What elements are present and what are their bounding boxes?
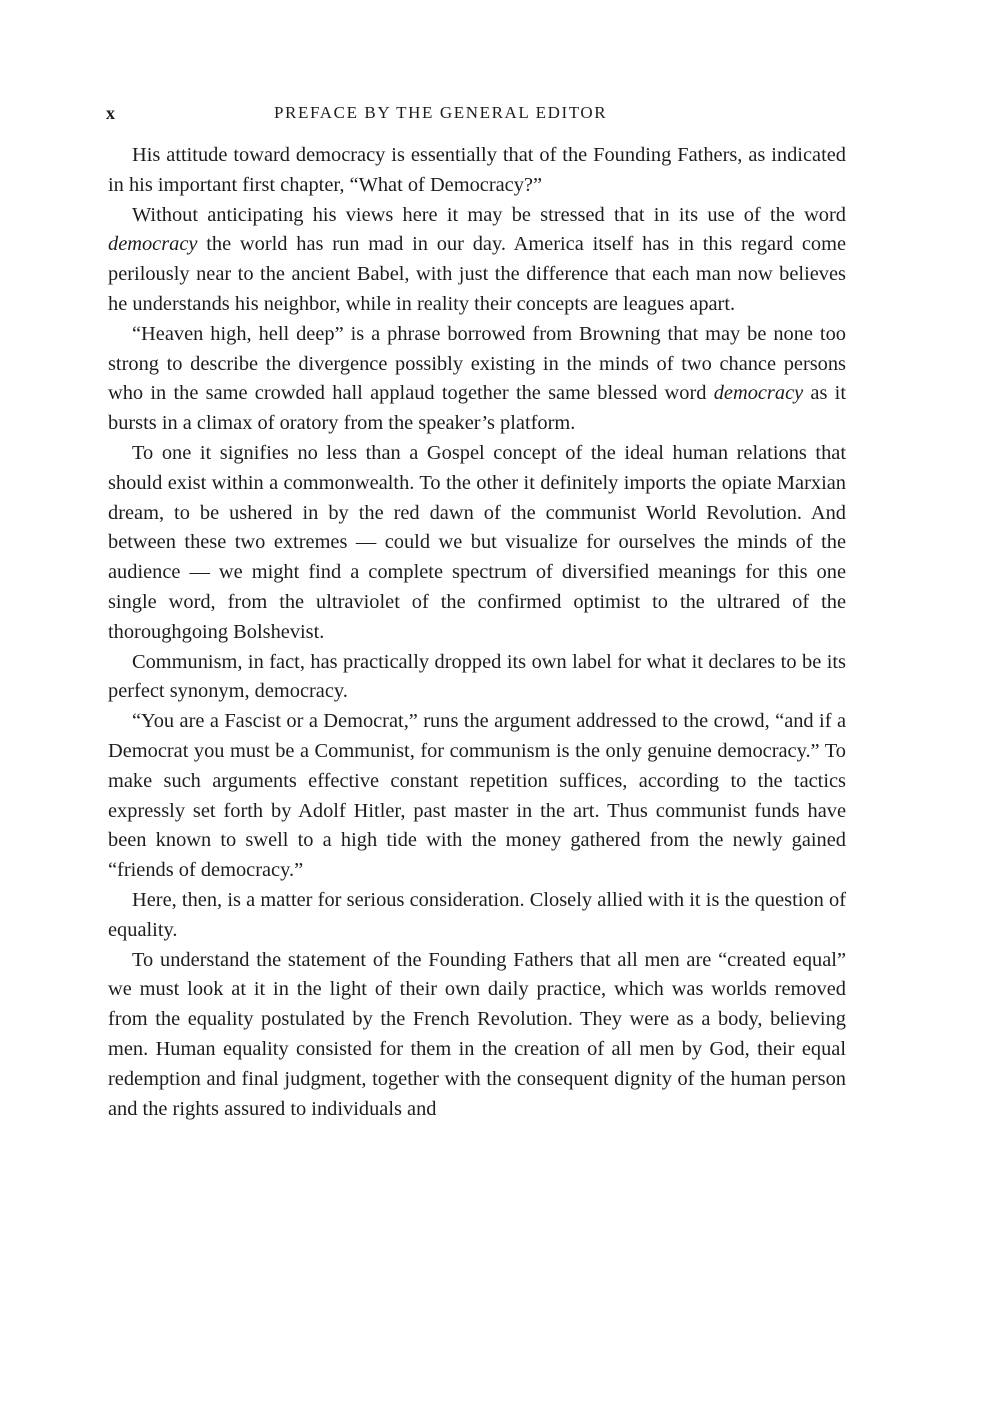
page-number: x — [106, 103, 117, 123]
paragraph — [108, 648, 846, 708]
body-text — [108, 141, 846, 1124]
emphasized-word: democracy — [713, 382, 804, 405]
paragraph-text: To one it signifies no less than a Gospel concept of the ideal human relations that should exist within a commonwealth. To the other it definitely imports the opiate Marxian dream, to be ushered in by the red dawn of the communist World Revolution. And between these two extremes — could we but visualize for ourselves the minds of the audience — we might find a complete spectrum of diversified meanings for this one single word, from the ultraviolet of the confirmed optimist to the ultrared of the thoroughgoing Bolshevist. — [108, 441, 846, 643]
emphasized-word: democracy — [108, 233, 198, 256]
paragraph-text: “You are a Fascist or a Democrat,” runs the argument addressed to the crowd, “and if a Democrat you must be a Communist, for communism is the only genuine democracy.” To make such arguments effective constant repetition suffices, according to the tactics expressly set forth by Adolf Hitler, past master in the art. Thus communist funds have been known to swell to a high tide with the money gathered from the newly gained “friends of democracy.” — [108, 710, 846, 882]
paragraph-text: the world has run mad in our day. America itself has in this regard come perilously near to the ancient Babel, with just the difference that each man now believes he understands his neighbor, while in reality their concepts are leagues apart. — [108, 233, 846, 315]
paragraph — [108, 320, 846, 439]
paragraph-text: To understand the statement of the Founding Fathers that all men are “created equal” we must look at it in the light of their own daily practice, which was worlds removed from the equality postulated by the French Revolution. They were as a body, believing men. Human equality consisted for them in the creation of all men by God, their equal redemption and final judgment, together with the consequent dignity of the human person and the rights assured to individuals and — [108, 948, 846, 1120]
paragraph-text: “Heaven high, hell deep” is a phrase borrowed from Browning that may be none too strong to describe the divergence possibly existing in the minds of two chance persons who in the same crowded hall applaud together the same blessed word — [108, 322, 846, 405]
paragraph-text: His attitude toward democracy is essentially that of the Founding Fathers, as indicated in his important first chapter, “What of Democracy?” — [108, 144, 846, 196]
paragraph — [108, 141, 846, 201]
book-page — [108, 100, 846, 1124]
paragraph — [108, 707, 846, 886]
paragraph-text: Here, then, is a matter for serious consideration. Closely allied with it is the question of equality. — [108, 888, 846, 941]
paragraph — [108, 946, 846, 1125]
paragraph-text: Communism, in fact, has practically dropped its own label for what it declares to be its perfect synonym, democracy. — [108, 650, 846, 703]
paragraph — [108, 886, 846, 946]
paragraph-text: as it bursts in a climax of oratory from the speaker’s platform. — [108, 382, 846, 435]
paragraph — [108, 201, 846, 320]
paragraph — [108, 439, 846, 648]
running-head-title: PREFACE BY THE GENERAL EDITOR — [274, 103, 608, 122]
running-head — [108, 100, 846, 126]
paragraph-text: Without anticipating his views here it may be stressed that in its use of the word — [132, 203, 846, 226]
